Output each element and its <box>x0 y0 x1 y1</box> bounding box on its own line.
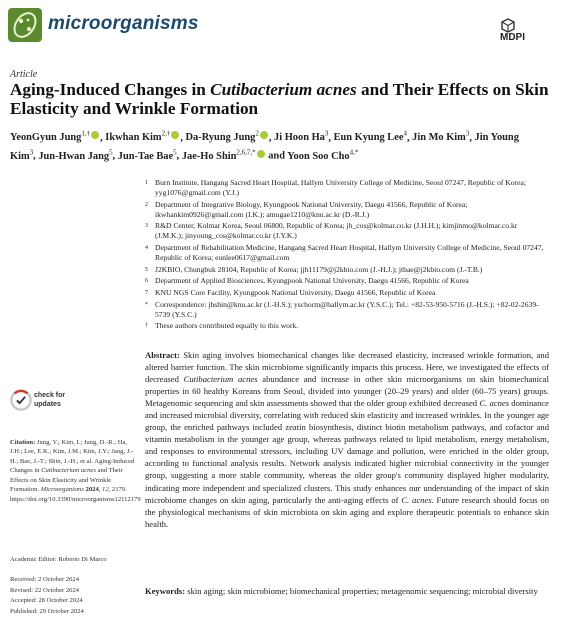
check-for-updates-text[interactable] <box>34 392 65 409</box>
author-affiliation-marker: 4,* <box>349 148 359 157</box>
citation-doi[interactable]: , 2179. https://doi.org/10.3390/microorganisms12112179 <box>10 486 141 503</box>
affiliation-text: J2KBIO, Chungbuk 28104, Republic of Korea; jjh11179@j2kbio.com (J.-H.J.); jtbae@j2kbio.com (J.-T.B.) <box>155 264 483 274</box>
affiliation-number: * <box>145 301 148 308</box>
abstract-text-1: Skin aging involves biomechanical changes like decreased elasticity, increased wrinkle formation, and altered barrier function. The skin microbiome significantly impacts this process. Here, we investigated the effects of decreased <box>145 350 549 385</box>
affiliation-item <box>145 200 545 220</box>
author[interactable] <box>38 148 113 162</box>
title-part-1: Aging-Induced Changes in <box>10 80 211 99</box>
affiliation-number: 7 <box>145 289 148 296</box>
author[interactable] <box>117 148 177 162</box>
citation-species: Cutibacterium acnes <box>41 467 96 475</box>
affiliation-number: † <box>145 323 148 330</box>
affiliation-text: Correspondence: jhshin@knu.ac.kr (J.-H.S.); yschorm@hallym.ac.kr (Y.S.C.); Tel.: +82-53-950-5716 (J.-H.S.); +82-02-2639-5739 (Y.S.C.) <box>155 299 539 319</box>
author-name: Ikwhan Kim <box>105 132 162 144</box>
academic-editor: Academic Editor: Roberto Di Marco <box>10 556 107 563</box>
author-name: Jun-Tae Bae <box>117 150 174 162</box>
citation-label: Citation: <box>10 439 36 446</box>
keywords <box>145 585 549 597</box>
author[interactable] <box>334 132 407 143</box>
check-line-2: updates <box>34 400 61 408</box>
date-received: Received: 2 October 2024 <box>10 576 80 583</box>
mdpi-logo-icon <box>498 18 542 42</box>
abstract-label: Abstract: <box>145 350 180 360</box>
citation-year: 2024 <box>85 486 99 494</box>
affiliation-text: Department of Rehabilitation Medicine, Hangang Sacred Heart Hospital, Hallym University College of Medicine, Seoul 07247, Republic of Korea; eunlee0617@gmail.com <box>155 243 544 263</box>
affiliation-text: Burn Institute, Hangang Sacred Heart Hospital, Hallym University College of Medicine, Seoul 07247, Republic of Korea; yyg1076@gmail.com (Y.J.) <box>155 178 526 198</box>
abstract-species-3: C. acnes <box>401 494 432 505</box>
affiliation-item <box>145 265 545 275</box>
citation-text-1: Jung, Y.; Kim, I.; Jung, D.-R.; Ha, J.H.; Lee, E.K.; Kim, J.M.; Kim, J.Y.; Jang, J.-H.; Bae, J.-T.; Shin, J.-H.; et al. Aging-Induced Changes in <box>10 439 135 475</box>
author-name: Eun Kyung Lee <box>333 132 404 144</box>
affiliation-number: 5 <box>145 266 148 273</box>
check-for-updates-badge[interactable] <box>10 389 32 411</box>
abstract <box>145 349 549 530</box>
author-affiliation-marker: 2,† <box>161 130 171 138</box>
affiliation-item <box>145 321 545 331</box>
affiliation-number: 4 <box>145 245 148 252</box>
check-line-1: check for <box>34 392 66 399</box>
author[interactable] <box>10 132 100 143</box>
affiliation-text: Department of Applied Biosciences, Kyungpook National University, Daegu 41566, Republic of Korea <box>155 276 469 286</box>
abstract-species-1: Cutibacterium acnes <box>183 374 258 385</box>
citation-journal: Microorganisms <box>40 486 84 494</box>
journal-logo-icon <box>8 8 42 42</box>
author[interactable] <box>181 148 266 162</box>
title-part-2: and Their Effects on Skin Elasticity and Wrinkle Formation <box>10 80 549 118</box>
abstract-text-2: abundance and increase in other skin microorganisms on skin biomechanical properties in 60 healthy Koreans from Seoul, divided into younger (20–29 years) and older (60–75 years) groups. Metagenomic sequencing and skin assessments showed that the older group exhibited decreased <box>145 374 549 409</box>
article-title <box>10 80 550 118</box>
affiliation-number: 1 <box>145 180 148 186</box>
orcid-icon[interactable] <box>260 131 268 139</box>
article-type: Article <box>10 69 38 80</box>
affiliation-item <box>145 300 545 320</box>
author-name: Da-Ryung Jung <box>185 132 256 144</box>
citation-volume: 12 <box>102 486 109 494</box>
affiliation-item <box>145 288 545 298</box>
affiliation-number: 2 <box>145 201 148 208</box>
author-name: Jin Mo Kim <box>412 132 466 144</box>
citation-text-2: and Their Effects on Skin Elasticity and Wrinkle Formation. <box>10 467 123 494</box>
publisher-logo <box>498 18 542 42</box>
affiliation-item <box>145 276 545 286</box>
affiliation-text: KNU NGS Core Facility, Kyungpook National University, Daegu 41566, Republic of Korea <box>155 287 436 297</box>
keywords-text: skin aging; skin microbiome; biomechanical properties; metagenomic sequencing; microbial diversity <box>185 586 538 596</box>
affiliation-text: These authors contributed equally to this work. <box>155 321 299 331</box>
citation-block <box>10 438 141 504</box>
author-name: Yoon Soo Cho <box>287 150 350 162</box>
affiliations <box>145 178 545 333</box>
abstract-text-4: . Future research should focus on the physiological mechanisms of skin microbiota on skin aging and explore therapeutic potentials to enhance skin health. <box>145 494 549 529</box>
author-list: YeonGyun Jung$^{1,\dagger}$ , Ikwhan Kim$^{2,\dagger}$ , Da-Ryung Jung$^2$ , Ji Hoon Ha$^3$, Eun Kyung Lee$^4$, Jin Mo Kim$^3$, Jin Young Kim$^3$, Jun-Hwan Jang$^5$, Jun-Tae Bae$^5$, Jae-Ho Shin$^{2,6,7,*}$ and Yoon Soo Cho$^{4,*}$ <box>10 130 519 162</box>
dates-block <box>10 575 84 617</box>
author-affiliation-marker: 5 <box>173 148 177 157</box>
author-name: Jun-Hwan Jang <box>38 150 110 162</box>
author-affiliation-marker: 3 <box>29 148 34 157</box>
affiliation-item <box>145 178 545 198</box>
orcid-icon[interactable] <box>91 131 99 139</box>
author-affiliation-marker: 5 <box>109 148 113 157</box>
orcid-icon[interactable] <box>171 131 179 139</box>
publisher-name: MDPI <box>500 32 525 42</box>
author[interactable] <box>287 148 359 162</box>
affiliation-number: 6 <box>145 278 148 285</box>
author-affiliation-marker: 3 <box>324 130 329 138</box>
affiliation-item <box>145 221 545 241</box>
author-affiliation-marker: 3 <box>465 130 470 138</box>
citation-comma: , <box>98 486 103 494</box>
author-affiliation-marker: 2 <box>255 130 259 138</box>
affiliation-text: R&D Center, Kolmar Korea, Seoul 06800, Republic of Korea; jh_cos@kolmar.co.kr (J.H.H.); kimjinmo@kolmar.co.kr (J.M.K.); jinyoung_cos@kolmar.co.kr (J.Y.K.) <box>155 221 518 241</box>
author[interactable] <box>105 132 180 143</box>
author-name: YeonGyun Jung <box>10 132 82 144</box>
abstract-text-3: dominance and increased microbial diversity, correlating with reduced skin elasticity and increased wrinkles. In the younger age group, the enriched pathways included zeatin biosynthesis, distinct biotin metabolism pathways, and cofactor and vitamin metabolism in the younger age group, whereas pathways related to lipid metabolism, energy metabolism, and responses to environmental stressors, including UV damage and pollution, were enriched in the older group, according to functional analysis results. Network analysis indicated higher microbial connectivity in the younger group, suggesting a more stable community, whereas the older group's community displayed higher modularity, indicating more independent and specialized clusters. This study enhances our understanding of the impact of skin microbiome changes on skin aging, particularly the anti-aging effects of <box>145 398 549 505</box>
keywords-label: Keywords: <box>145 586 186 596</box>
date-accepted: Accepted: 28 October 2024 <box>10 597 83 604</box>
date-published: Published: 29 October 2024 <box>10 607 84 615</box>
author-name: Jin Young Kim <box>10 132 519 162</box>
date-revised: Revised: 22 October 2024 <box>10 586 80 594</box>
title-species: Cutibacterium acnes <box>210 80 357 99</box>
author[interactable] <box>186 132 269 143</box>
affiliation-text: Department of Integrative Biology, Kyungpook National University, Daegu 41566, Republic of Korea; ikwhankim0926@gmail.com (I.K.); amugae1210@knu.ac.kr (D.-R.J.) <box>155 199 468 219</box>
abstract-species-2: C. acnes <box>479 398 510 409</box>
author[interactable] <box>412 132 469 143</box>
author-name: Ji Hoon Ha <box>274 132 325 144</box>
affiliation-number: 3 <box>145 223 148 230</box>
author[interactable] <box>274 132 328 143</box>
author-affiliation-marker: 4 <box>403 130 407 138</box>
author-affiliation-marker: 1,† <box>81 130 91 138</box>
orcid-icon[interactable] <box>257 150 265 158</box>
author-name: Jae-Ho Shin <box>181 150 237 162</box>
author-affiliation-marker: 2,6,7,* <box>236 148 256 157</box>
journal-name: microorganisms <box>48 13 199 34</box>
affiliation-item <box>145 243 545 263</box>
